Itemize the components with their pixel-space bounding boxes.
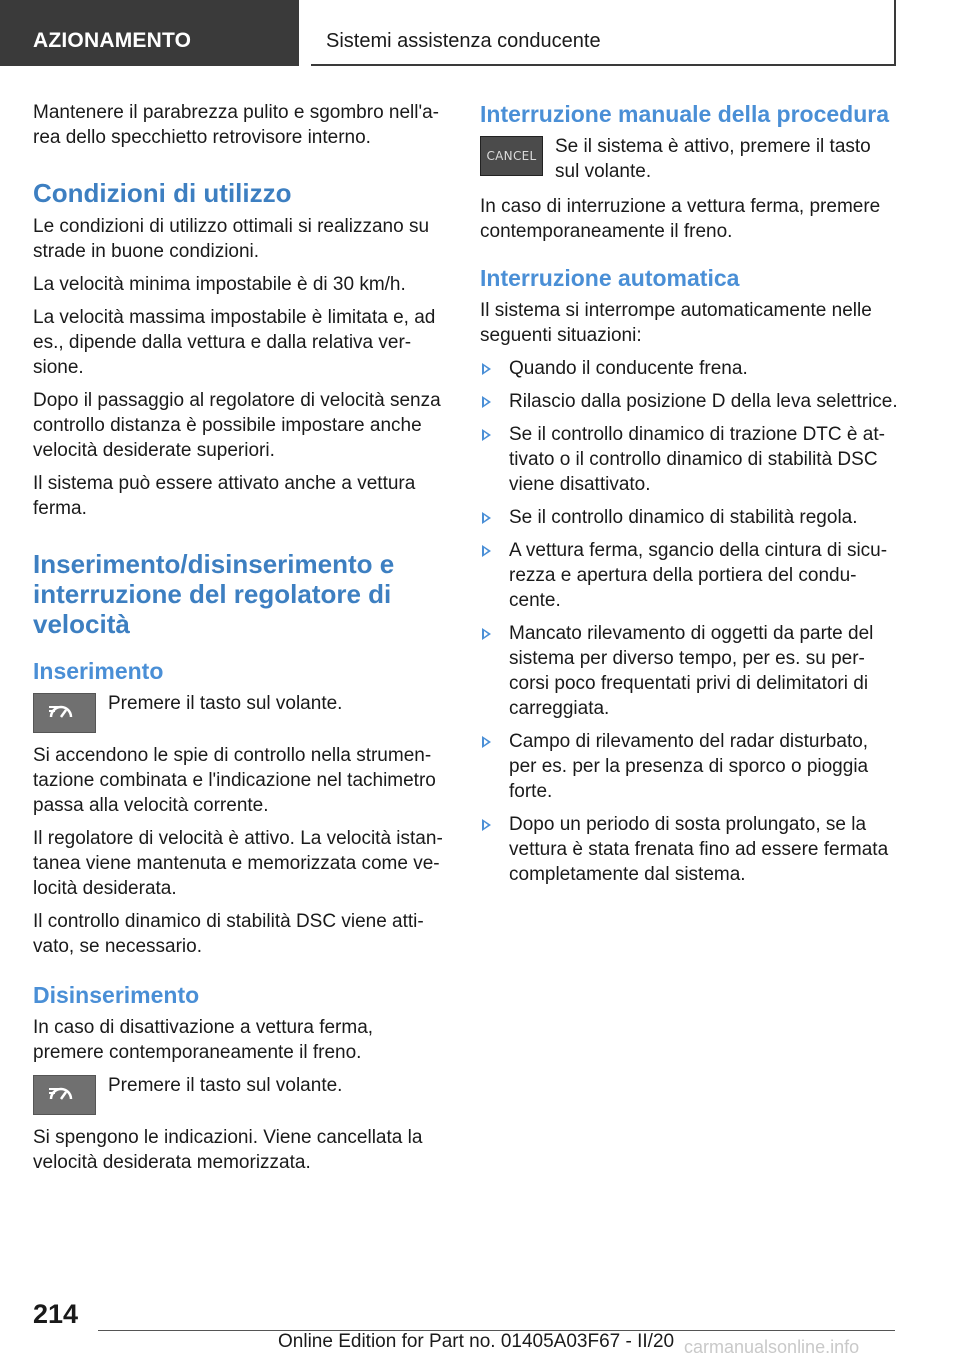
page-header [0, 0, 960, 66]
triangle-bullet-icon [482, 736, 491, 748]
disinserimento-p2: Si spengono le indicazioni. Viene cancellata la velocità desiderata memorizzata. [33, 1127, 423, 1173]
list-item: Campo di rilevamento del radar disturbato, per es. per la presenza di sporco o pioggia forte. [480, 729, 900, 804]
manual-icon-text: Se il sistema è attivo, premere il tasto sul volante. [555, 136, 871, 182]
left-column [33, 100, 448, 1183]
inserimento-p3: Il controllo dinamico di stabilità DSC viene atti-vato, se necessario. [33, 911, 424, 957]
disinserimento-instruction [33, 1073, 448, 1115]
intro-paragraph: Mantenere il parabrezza pulito e sgombro nell'a-rea dello specchietto retrovisore interno. [33, 102, 440, 148]
toggle-heading: Inserimento/disinserimento e interruzione del regolatore di velocità [33, 549, 395, 639]
triangle-bullet-icon [482, 396, 491, 408]
auto-interrupt-list [480, 356, 900, 887]
conditions-p1: Le condizioni di utilizzo ottimali si realizzano su strade in buone condizioni. [33, 216, 430, 262]
triangle-bullet-icon [482, 628, 491, 640]
cancel-button-icon: CANCEL [480, 136, 543, 176]
conditions-heading: Condizioni di utilizzo [33, 178, 292, 208]
list-item: A vettura ferma, sgancio della cintura di sicu-rezza e apertura della portiera del condu-cente. [480, 538, 900, 613]
manual-p1: In caso di interruzione a vettura ferma, premere contemporaneamente il freno. [480, 196, 881, 242]
page-number: 214 [33, 1299, 79, 1329]
conditions-p4: Dopo il passaggio al regolatore di velocità senza controllo distanza è possibile impostare anche velocità desiderate superiori. [33, 390, 441, 461]
inserimento-instruction [33, 691, 448, 733]
disinserimento-icon-text: Premere il tasto sul volante. [108, 1075, 343, 1096]
triangle-bullet-icon [482, 363, 491, 375]
triangle-bullet-icon [482, 545, 491, 557]
inserimento-icon-text: Premere il tasto sul volante. [108, 693, 343, 714]
list-item: Dopo un periodo di sosta prolungato, se la vettura è stata frenata fino ad essere fermata completamente dal sistema. [480, 812, 900, 887]
auto-interrupt-heading: Interruzione automatica [480, 265, 740, 291]
conditions-p3: La velocità massima impostabile è limitata e, ad es., dipende dalla vettura e dalla relativa ver-sione. [33, 307, 436, 378]
triangle-bullet-icon [482, 512, 491, 524]
inserimento-p2: Il regolatore di velocità è attivo. La velocità istan-tanea viene mantenuta e memorizzata come ve-locità desiderata. [33, 828, 443, 899]
section-tab: AZIONAMENTO [0, 0, 299, 66]
auto-p1: Il sistema si interrompe automaticamente nelle seguenti situazioni: [480, 300, 872, 346]
list-item: Quando il conducente frena. [480, 356, 900, 381]
list-item: Rilascio dalla posizione D della leva selettrice. [480, 389, 900, 414]
conditions-p5: Il sistema può essere attivato anche a vettura ferma. [33, 473, 416, 519]
inserimento-p1: Si accendono le spie di controllo nella strumen-tazione combinata e l'indicazione nel tachimetro passa alla velocità corrente. [33, 745, 436, 816]
right-column [480, 100, 900, 895]
triangle-bullet-icon [482, 819, 491, 831]
disinserimento-p1: In caso di disattivazione a vettura ferma, premere contemporaneamente il freno. [33, 1017, 374, 1063]
cruise-control-button-icon [33, 693, 96, 733]
inserimento-heading: Inserimento [33, 658, 164, 684]
disinserimento-heading: Disinserimento [33, 982, 200, 1008]
triangle-bullet-icon [482, 429, 491, 441]
manual-interrupt-heading: Interruzione manuale della procedura [480, 101, 889, 127]
list-item: Se il controllo dinamico di stabilità regola. [480, 505, 900, 530]
chapter-title: Sistemi assistenza conducente [311, 0, 896, 66]
list-item: Se il controllo dinamico di trazione DTC è at-tivato o il controllo dinamico di stabilità DSC viene disattivato. [480, 422, 900, 497]
edition-info: Online Edition for Part no. 01405A03F67 - II/20 [278, 1331, 675, 1352]
cruise-control-button-icon [33, 1075, 96, 1115]
conditions-p2: La velocità minima impostabile è di 30 km/h. [33, 274, 406, 295]
manual-interrupt-instruction [480, 134, 900, 184]
watermark: carmanualsonline.info [684, 1337, 860, 1357]
list-item: Mancato rilevamento di oggetti da parte del sistema per diverso tempo, per es. su per-corsi poco frequentati privi di delimitatori di carreggiata. [480, 621, 900, 721]
